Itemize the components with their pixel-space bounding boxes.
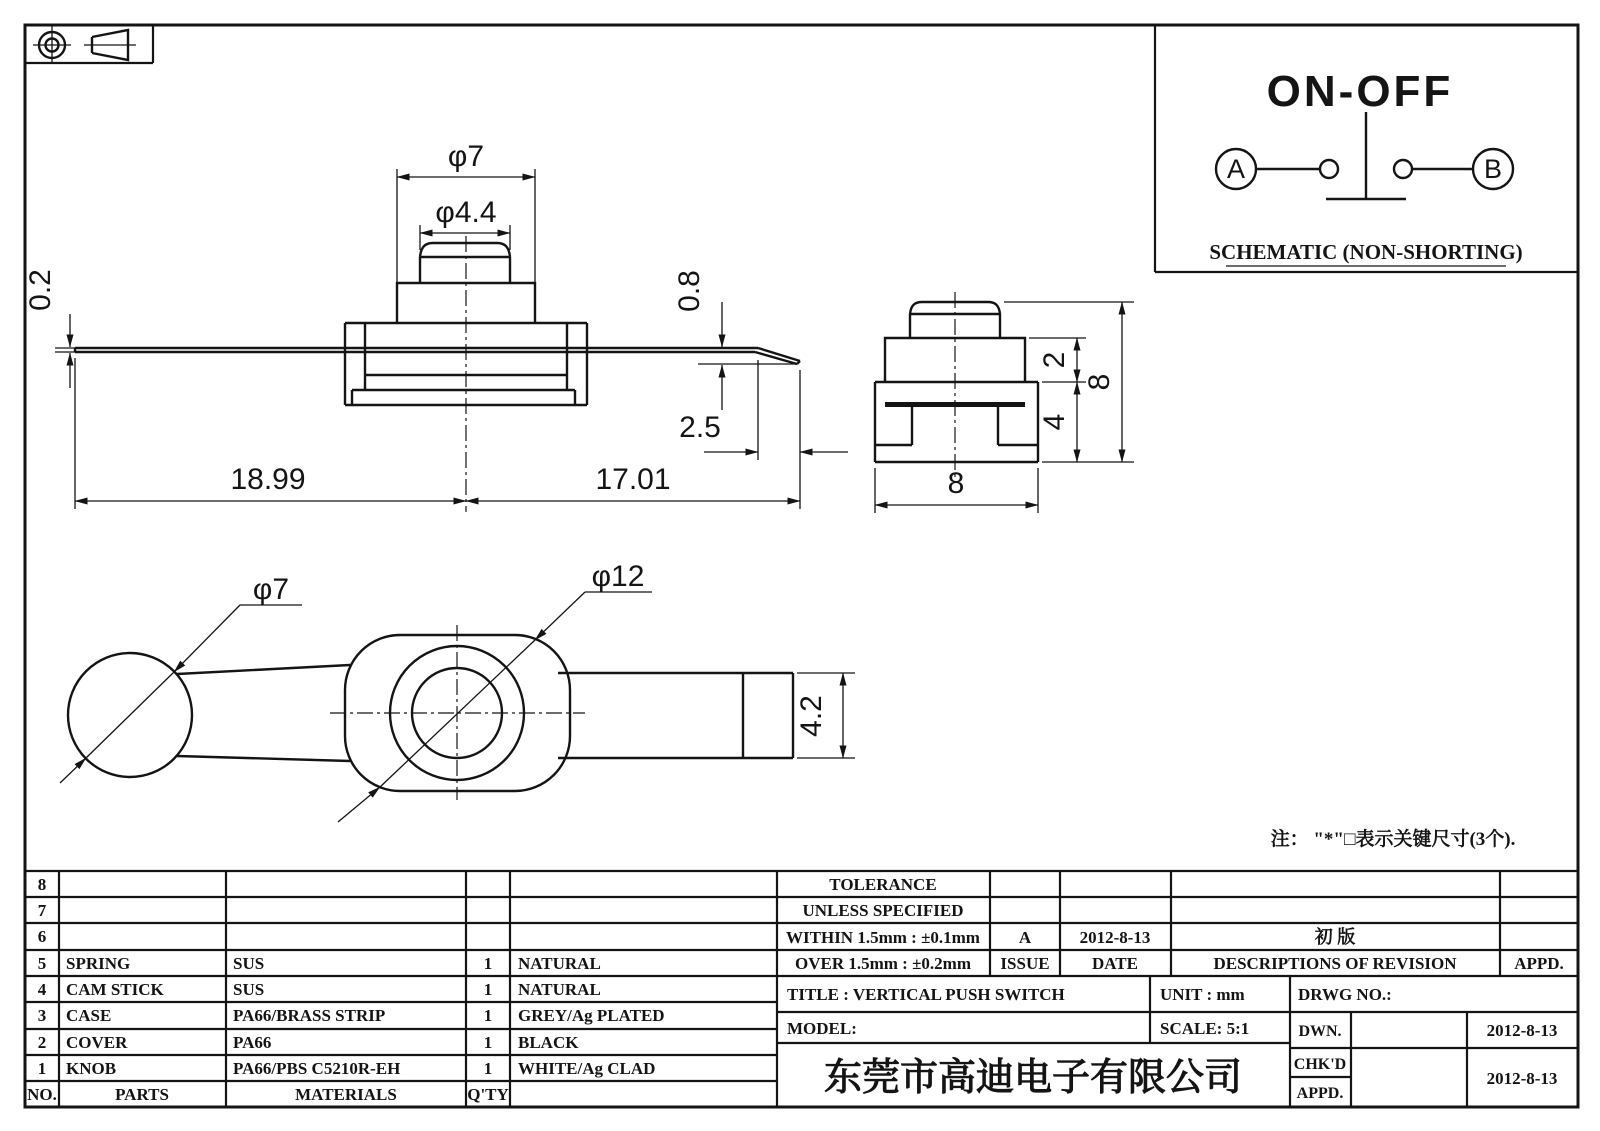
part-name: SPRING — [66, 954, 131, 973]
tolerance-subtitle: UNLESS SPECIFIED — [802, 901, 964, 920]
parts-table — [27, 875, 664, 1104]
row-no: 8 — [37, 875, 47, 894]
row-no: 5 — [37, 954, 47, 973]
chkd-date: 2012-8-13 — [1486, 1069, 1558, 1088]
tolerance-over: OVER 1.5mm : ±0.2mm — [794, 954, 972, 973]
unit-label: UNIT : mm — [1160, 985, 1245, 1004]
dim-bend-length: 2.5 — [679, 411, 721, 444]
dim-cam-arm: 4.2 — [795, 695, 828, 737]
revision-label: DESCRIPTIONS OF REVISION — [1213, 954, 1457, 973]
schematic-title: ON-OFF — [1266, 67, 1454, 116]
part-name: KNOB — [66, 1059, 117, 1078]
dim-terminal-thickness: 0.2 — [24, 269, 57, 311]
company-name: 东莞市高迪电子有限公司 — [823, 1057, 1243, 1099]
dim-bend-drop: 0.8 — [673, 270, 706, 312]
part-finish: BLACK — [518, 1033, 579, 1052]
tolerance-title: TOLERANCE — [829, 875, 937, 894]
appd-row-label: APPD. — [1296, 1085, 1344, 1102]
dim-side-body: 4 — [1038, 413, 1071, 431]
tolerance-within: WITHIN 1.5mm : ±0.1mm — [786, 928, 980, 947]
part-name: COVER — [66, 1033, 128, 1052]
header-no: NO. — [27, 1085, 57, 1104]
chkd-label: CHK'D — [1293, 1056, 1347, 1073]
row-no: 3 — [37, 1006, 47, 1025]
cam-stick-view — [60, 560, 855, 822]
dim-right-span: 17.01 — [595, 463, 671, 496]
part-qty: 1 — [483, 1006, 493, 1025]
part-qty: 1 — [483, 1059, 493, 1078]
part-qty: 1 — [483, 1033, 493, 1052]
issue-date-value: 2012-8-13 — [1079, 928, 1151, 947]
row-no: 2 — [37, 1033, 47, 1052]
part-qty: 1 — [483, 954, 493, 973]
part-material: SUS — [233, 980, 265, 999]
issue-value: A — [1018, 928, 1032, 947]
dim-cam-ball: φ7 — [252, 573, 290, 606]
title-block — [786, 875, 1564, 1102]
key-dimension-note: 注： "*"□表示关键尺寸(3个). — [1270, 829, 1516, 850]
model-label: MODEL: — [787, 1019, 857, 1038]
revision-value: 初 版 — [1314, 927, 1356, 947]
side-view — [875, 292, 1134, 513]
header-materials: MATERIALS — [295, 1085, 397, 1104]
part-material: PA66/BRASS STRIP — [233, 1006, 386, 1025]
part-finish: GREY/Ag PLATED — [518, 1006, 665, 1025]
dim-cam-hub: φ12 — [591, 560, 645, 593]
row-no: 1 — [37, 1059, 47, 1078]
date-label: DATE — [1092, 954, 1138, 973]
part-finish: NATURAL — [518, 954, 601, 973]
terminal-a-label: A — [1226, 154, 1246, 184]
part-finish: NATURAL — [518, 980, 601, 999]
row-no: 6 — [37, 927, 47, 946]
projection-symbol-icon — [25, 25, 153, 64]
part-finish: WHITE/Ag CLAD — [518, 1059, 656, 1078]
drwg-no-label: DRWG NO.: — [1298, 985, 1392, 1004]
dim-left-span: 18.99 — [230, 463, 306, 496]
part-qty: 1 — [483, 980, 493, 999]
part-name: CAM STICK — [66, 980, 164, 999]
dim-side-width: 8 — [947, 467, 965, 500]
dim-side-step: 2 — [1038, 351, 1071, 369]
part-material: PA66/PBS C5210R-EH — [233, 1059, 401, 1078]
part-material: SUS — [233, 954, 265, 973]
schematic-caption: SCHEMATIC (NON-SHORTING) — [1209, 240, 1523, 264]
appd-column-label: APPD. — [1514, 954, 1564, 973]
dim-side-height: 8 — [1083, 373, 1116, 391]
terminal-b-label: B — [1483, 154, 1503, 184]
header-parts: PARTS — [115, 1085, 169, 1104]
schematic-panel — [1155, 25, 1578, 272]
dim-front-knob-outer: φ7 — [447, 140, 485, 173]
part-name: CASE — [66, 1006, 112, 1025]
dim-front-knob-inner: φ4.4 — [435, 196, 497, 229]
issue-label: ISSUE — [1000, 954, 1050, 973]
row-no: 4 — [37, 980, 47, 999]
switch-symbol — [1216, 112, 1513, 199]
row-no: 7 — [37, 901, 47, 920]
dwn-label: DWN. — [1298, 1023, 1342, 1040]
drawing-title: TITLE : VERTICAL PUSH SWITCH — [787, 985, 1065, 1004]
scale-label: SCALE: 5:1 — [1160, 1019, 1250, 1038]
front-view — [24, 140, 848, 512]
header-qty: Q'TY — [467, 1085, 509, 1104]
dwn-date: 2012-8-13 — [1486, 1021, 1558, 1040]
part-material: PA66 — [233, 1033, 272, 1052]
